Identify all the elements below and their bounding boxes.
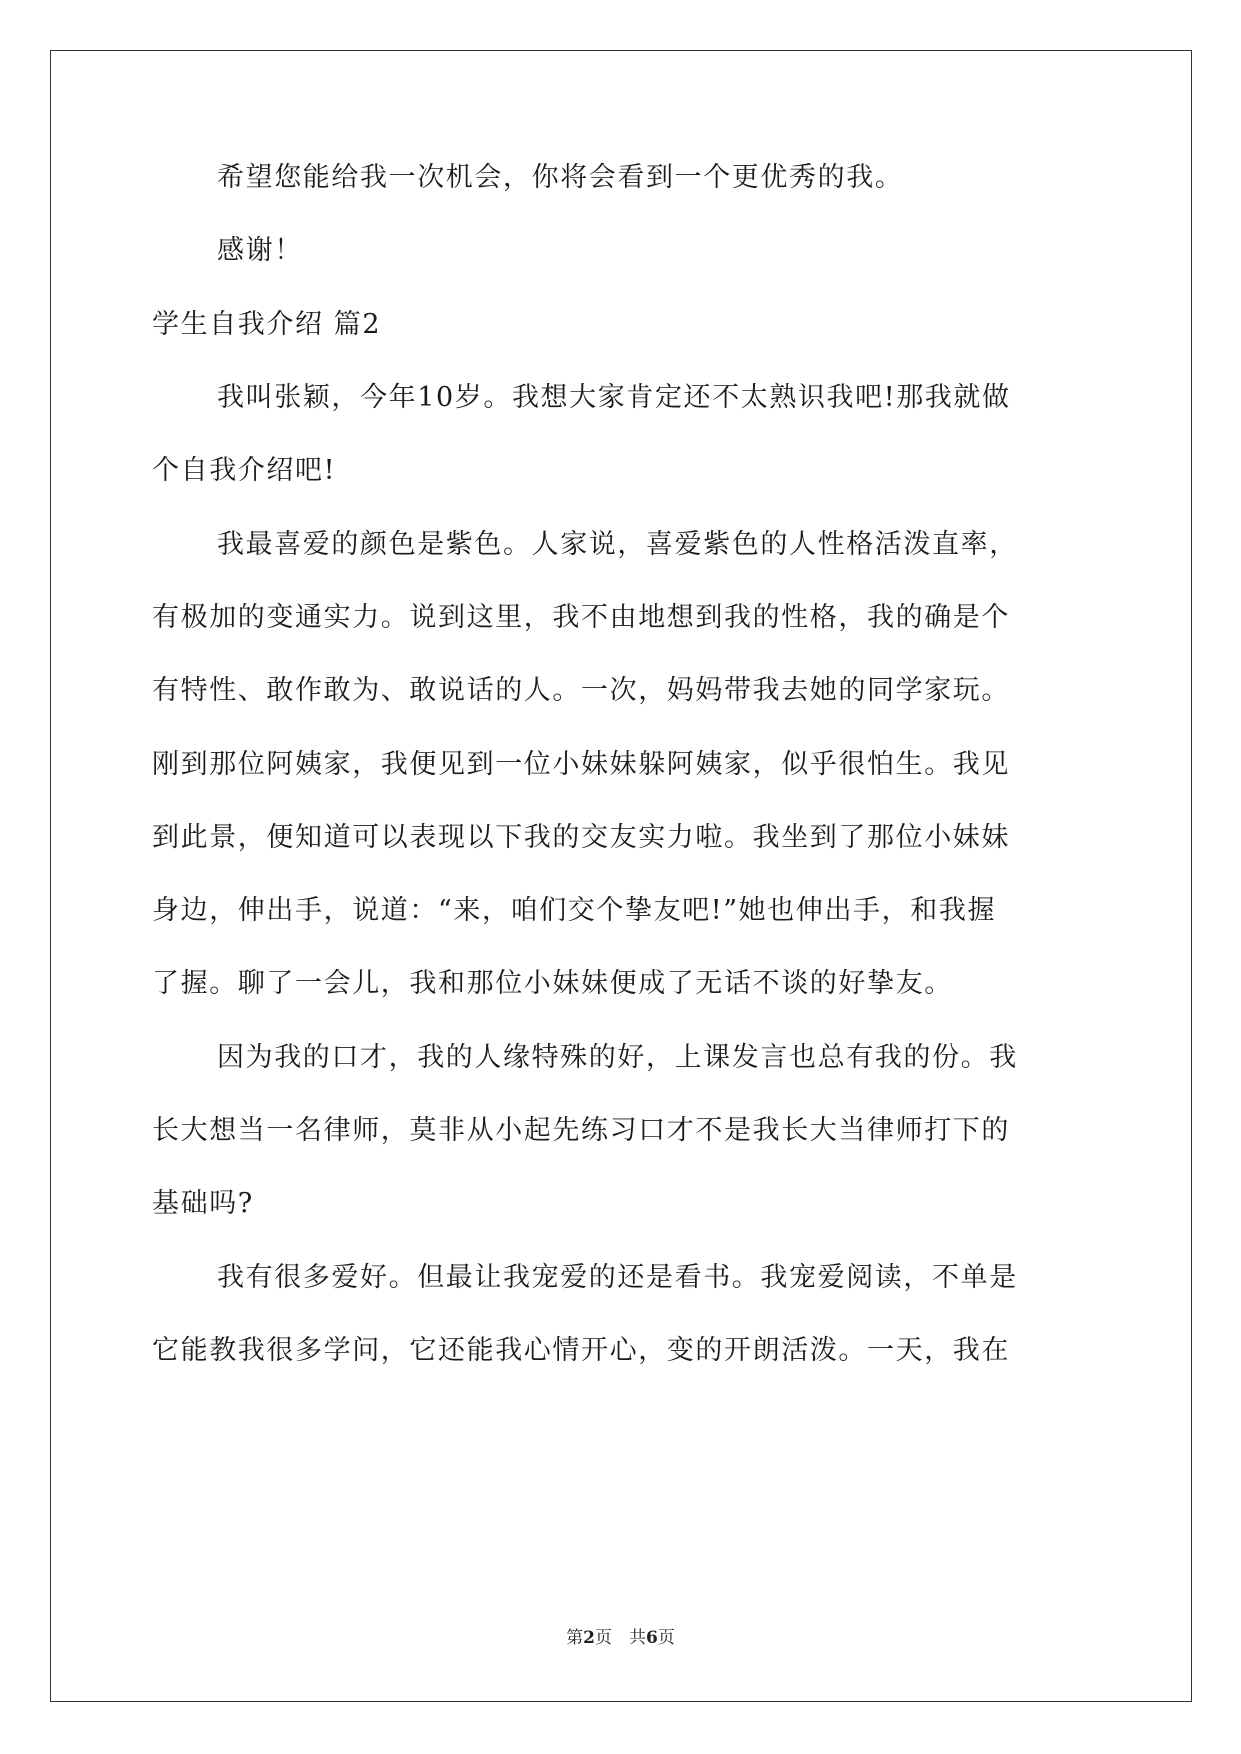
section-heading: 学生自我介绍 篇2 xyxy=(152,309,382,340)
paragraph-line: 到此景，便知道可以表现以下我的交友实力啦。我坐到了那位小妹妹 xyxy=(152,822,1010,853)
paragraph-line: 我最喜爱的颜色是紫色。人家说，喜爱紫色的人性格活泼直率， xyxy=(217,529,1018,560)
current-page-number: 2 xyxy=(583,1628,595,1648)
paragraph-line: 身边，伸出手，说道：“来，咱们交个挚友吧!”她也伸出手，和我握 xyxy=(152,895,997,926)
paragraph-line: 因为我的口才，我的人缘特殊的好，上课发言也总有我的份。我 xyxy=(217,1042,1018,1073)
paragraph-line: 我叫张颖，今年10岁。我想大家肯定还不太熟识我吧!那我就做 xyxy=(217,382,1011,413)
footer-suffix: 页 xyxy=(657,1628,675,1648)
paragraph-line: 感谢！ xyxy=(217,235,303,266)
paragraph-line: 希望您能给我一次机会，你将会看到一个更优秀的我。 xyxy=(217,162,904,193)
footer-mid: 页 共 xyxy=(595,1628,646,1648)
paragraph-line: 基础吗? xyxy=(152,1188,254,1219)
paragraph-line: 长大想当一名律师，莫非从小起先练习口才不是我长大当律师打下的 xyxy=(152,1115,1010,1146)
paragraph-line: 我有很多爱好。但最让我宠爱的还是看书。我宠爱阅读，不单是 xyxy=(217,1262,1018,1293)
page-footer xyxy=(0,1623,1241,1648)
total-pages-number: 6 xyxy=(646,1628,658,1648)
paragraph-line: 有特性、敢作敢为、敢说话的人。一次，妈妈带我去她的同学家玩。 xyxy=(152,675,1010,706)
paragraph-line: 了握。聊了一会儿，我和那位小妹妹便成了无话不谈的好挚友。 xyxy=(152,968,953,999)
paragraph-line: 有极加的变通实力。说到这里，我不由地想到我的性格，我的确是个 xyxy=(152,602,1010,633)
page-border xyxy=(50,50,1192,1702)
paragraph-line: 它能教我很多学问，它还能我心情开心，变的开朗活泼。一天，我在 xyxy=(152,1335,1010,1366)
footer-prefix: 第 xyxy=(566,1628,584,1648)
paragraph-line: 个自我介绍吧! xyxy=(152,455,337,486)
paragraph-line: 刚到那位阿姨家，我便见到一位小妹妹躲阿姨家，似乎很怕生。我见 xyxy=(152,749,1010,780)
